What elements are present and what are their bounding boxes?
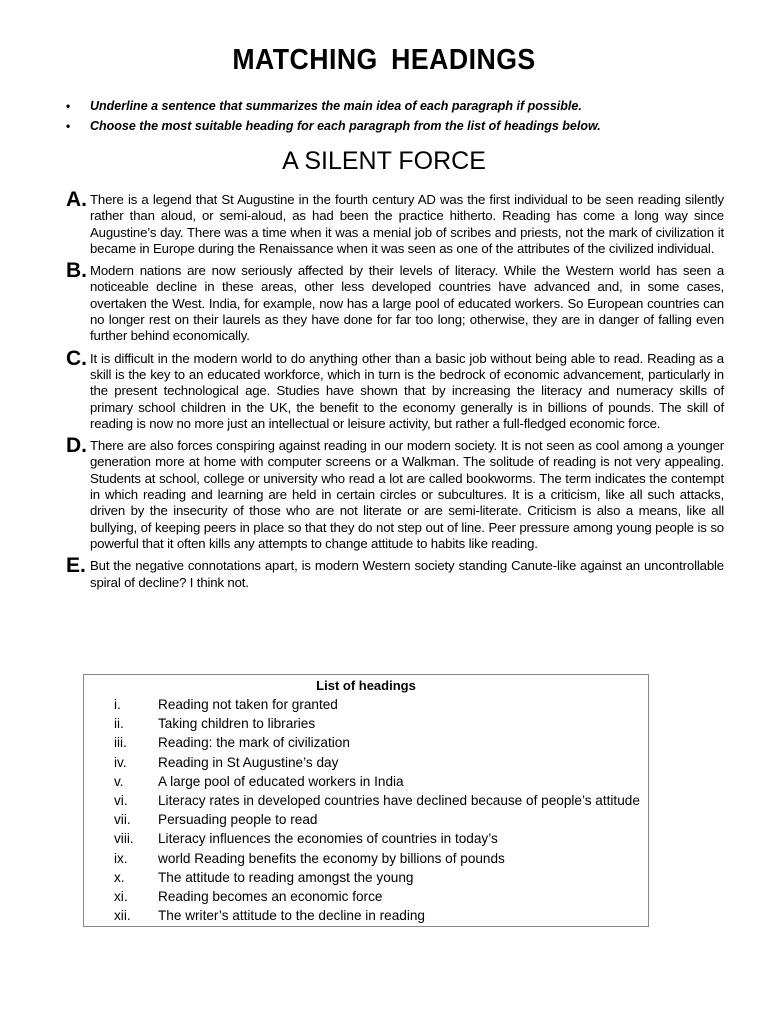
heading-label: The writer’s attitude to the decline in reading [158,908,425,924]
heading-item [84,733,648,752]
heading-number: ii. [114,716,124,732]
paragraph-text: It is difficult in the modern world to do anything other than a basic job without being able to read. Reading as a skill is the key to an educated workforce, which in turn is the bedrock of economic advancement, particularly in the present technological age. Studies have shown that by increasing the literacy and numeracy skills of primary school children in the UK, the benefit to the economy generally is in billions of pounds. The skill of reading is now no more just an intellectual or leisure activity, but rather a full-fledged economic force. [90,350,724,431]
heading-item [84,868,648,887]
instruction-item [66,96,726,116]
heading-label: The attitude to reading amongst the young [158,869,414,885]
heading-number: iii. [114,735,127,751]
paragraph-letter: E. [66,554,86,578]
paragraph-text: But the negative connotations apart, is modern Western society standing Canute-like against an uncontrollable spiral of decline? I think not. [90,558,724,590]
instruction-item [66,116,726,136]
page-title: MATCHING HEADINGS [232,44,536,76]
heading-item [84,791,648,810]
heading-item [84,753,648,772]
instruction-text: Underline a sentence that summarizes the main idea of each paragraph if possible. [90,99,582,113]
heading-label: world Reading benefits the economy by billions of pounds [158,850,505,866]
heading-item [84,849,648,868]
heading-item [84,695,648,714]
paragraph-d [66,434,724,552]
paragraph-a [66,188,724,257]
heading-number: ix. [114,850,128,866]
heading-number: xii. [114,908,131,924]
paragraph-letter: B. [66,259,87,283]
paragraph-text: There are also forces conspiring against reading in our modern society. It is not seen as cool among a younger generation more at home with computer screens or a Walkman. The solitude of reading is not very appealing. Students at school, college or university who read a lot are called bookworms. The term indicates the contempt in which reading and learning are held in certain circles or subcultures. It is a criticism, like all such attacks, driven by the insecurity of those who are not literate or are semi-literate. Criticism is also a means, like all bullying, of keeping peers in place so that they do not step out of line. Peer pressure among young people is so powerful that it often kills any attempts to change attitude to habits like reading. [90,438,724,551]
heading-item [84,772,648,791]
heading-number: i. [114,697,121,712]
headings-box-title: List of headings [316,678,416,693]
instruction-text: Choose the most suitable heading for each paragraph from the list of headings below. [90,119,601,133]
heading-number: x. [114,869,125,885]
heading-list [84,695,648,925]
heading-item [84,714,648,733]
heading-number: xi. [114,888,128,904]
heading-item [84,906,648,925]
heading-label: Literacy rates in developed countries have declined because of people’s attitude [158,792,640,808]
heading-number: vi. [114,792,128,808]
instruction-list [66,96,726,136]
headings-box [83,674,649,927]
heading-label: Taking children to libraries [158,716,316,732]
paragraph-letter: C. [66,346,87,370]
paragraph-letter: D. [66,434,87,458]
passage-body [66,188,724,597]
heading-label: Reading becomes an economic force [158,888,383,904]
heading-item [84,829,648,848]
heading-label: Reading not taken for granted [158,697,338,712]
passage-title: A SILENT FORCE [282,147,486,175]
bullet-icon: • [66,119,71,133]
heading-item [84,887,648,906]
bullet-icon: • [66,99,71,113]
heading-label: Persuading people to read [158,812,318,828]
heading-label: Reading in St Augustine’s day [158,754,339,770]
heading-number: viii. [114,831,134,847]
paragraph-text: There is a legend that St Augustine in the fourth century AD was the first individual to be seen reading silently rather than aloud, or semi-aloud, as had been the practice hitherto. Reading has come a long way since Augustine’s day. There was a time when it was a menial job of scribes and priests, not the mark of civilization it became in Europe during the Renaissance when it was seen as one of the attributes of the civilized individual. [90,192,724,256]
paragraph-letter: A. [66,188,87,211]
paragraph-c [66,346,724,432]
heading-label: Reading: the mark of civilization [158,735,350,751]
heading-number: iv. [114,754,127,770]
paragraph-text: Modern nations are now seriously affected by their levels of literacy. While the Western world has seen a noticeable decline in these areas, other less developed countries have advanced and, in some cases, overtaken the West. India, for example, now has a large pool of educated workers. So European countries can no longer rest on their laurels as they have done for far too long; otherwise, they are in danger of falling even further behind economically. [90,263,724,344]
heading-item [84,810,648,829]
heading-label: Literacy influences the economies of countries in today’s [158,831,498,847]
paragraph-b [66,259,724,344]
heading-label: A large pool of educated workers in India [158,773,404,789]
heading-number: vii. [114,812,131,828]
paragraph-e [66,554,724,591]
heading-number: v. [114,773,124,789]
